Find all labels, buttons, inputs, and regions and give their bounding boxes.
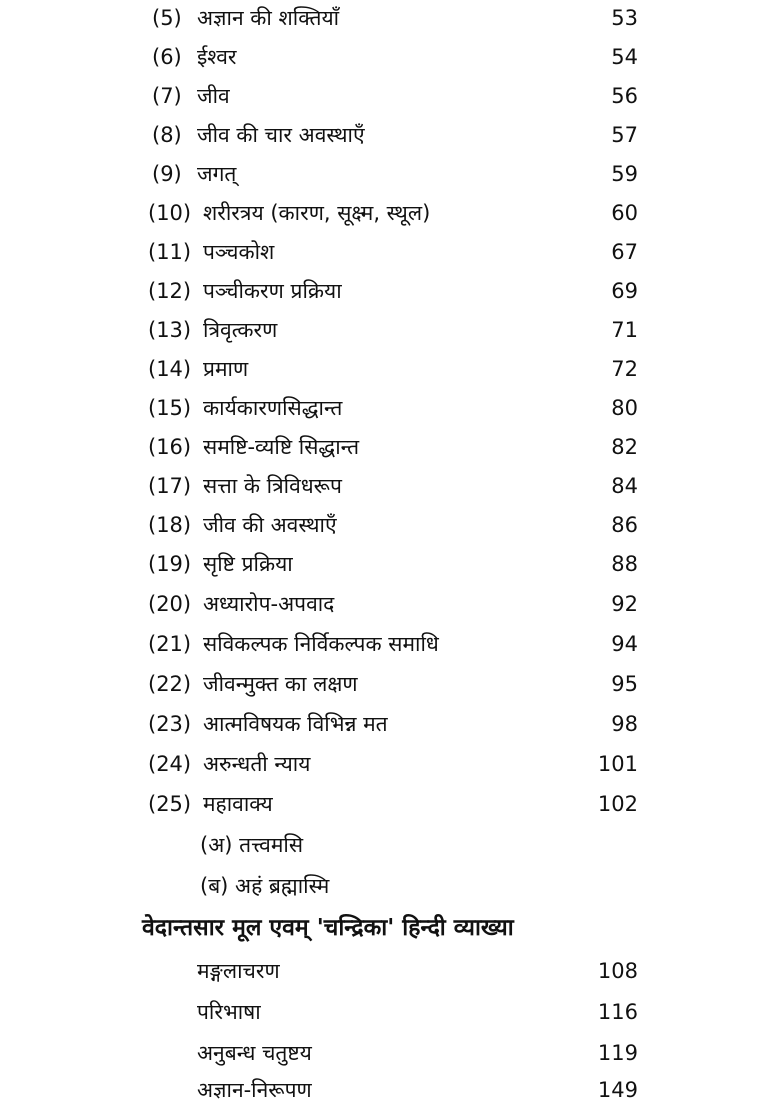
entry-title: सृष्टि प्रक्रिया bbox=[203, 552, 293, 576]
entry-title: जीव bbox=[197, 84, 230, 108]
entry-title: जीवन्मुक्त का लक्षण bbox=[203, 672, 358, 696]
entry-title: परिभाषा bbox=[197, 1000, 261, 1024]
entry-title: प्रमाण bbox=[203, 357, 249, 381]
entry-number: (17) bbox=[148, 474, 192, 498]
entry-number: (23) bbox=[148, 712, 192, 736]
entry-title: अज्ञान-निरूपण bbox=[197, 1078, 312, 1102]
entry-number: (24) bbox=[148, 752, 192, 776]
sub-entry-label: (अ) तत्त्वमसि bbox=[200, 833, 304, 857]
entry-number: (19) bbox=[148, 552, 192, 576]
entry-title: मङ्गलाचरण bbox=[197, 959, 280, 983]
toc-entry bbox=[0, 312, 780, 348]
entry-page: 53 bbox=[611, 6, 638, 30]
entry-page: 72 bbox=[611, 357, 638, 381]
entry-title: पञ्चीकरण प्रक्रिया bbox=[203, 279, 342, 303]
entry-number: (16) bbox=[148, 435, 192, 459]
entry-page: 84 bbox=[611, 474, 638, 498]
toc-entry bbox=[0, 666, 780, 702]
entry-title: पञ्चकोश bbox=[203, 240, 275, 264]
entry-page: 86 bbox=[611, 513, 638, 537]
entry-page: 94 bbox=[611, 632, 638, 656]
entry-title: सत्ता के त्रिविधरूप bbox=[203, 474, 342, 498]
entry-title: अरुन्धती न्याय bbox=[203, 752, 311, 776]
sub-entry-label: (ब) अहं ब्रह्मास्मि bbox=[200, 874, 330, 898]
toc-entry bbox=[0, 586, 780, 622]
entry-page: 60 bbox=[611, 201, 638, 225]
toc-section-entry bbox=[0, 1035, 780, 1071]
entry-page: 67 bbox=[611, 240, 638, 264]
entry-number: (15) bbox=[148, 396, 192, 420]
toc-entry bbox=[0, 234, 780, 270]
toc-section-entry bbox=[0, 1072, 780, 1108]
toc-entry bbox=[0, 746, 780, 782]
entry-page: 116 bbox=[597, 1000, 638, 1024]
entry-title: जीव की चार अवस्थाएँ bbox=[197, 123, 365, 147]
entry-title: अज्ञान की शक्तियाँ bbox=[197, 6, 340, 30]
entry-number: (20) bbox=[148, 592, 192, 616]
entry-title: महावाक्य bbox=[203, 792, 273, 816]
entry-title: आत्मविषयक विभिन्न मत bbox=[203, 712, 388, 736]
entry-page: 71 bbox=[611, 318, 638, 342]
entry-page: 119 bbox=[597, 1041, 638, 1065]
toc-entry bbox=[0, 390, 780, 426]
entry-number: (12) bbox=[148, 279, 192, 303]
entry-page: 82 bbox=[611, 435, 638, 459]
entry-number: (18) bbox=[148, 513, 192, 537]
entry-title: ईश्वर bbox=[197, 45, 237, 69]
toc-entry bbox=[0, 78, 780, 114]
entry-title: सविकल्पक निर्विकल्पक समाधि bbox=[203, 632, 439, 656]
entry-page: 92 bbox=[611, 592, 638, 616]
toc-section-entry bbox=[0, 994, 780, 1030]
entry-number: (6) bbox=[152, 45, 182, 69]
entry-number: (25) bbox=[148, 792, 192, 816]
entry-title: अध्यारोप-अपवाद bbox=[203, 592, 335, 616]
entry-page: 101 bbox=[597, 752, 638, 776]
entry-number: (9) bbox=[152, 162, 182, 186]
entry-title: कार्यकारणसिद्धान्त bbox=[203, 396, 343, 420]
entry-page: 69 bbox=[611, 279, 638, 303]
toc-entry bbox=[0, 786, 780, 822]
entry-page: 95 bbox=[611, 672, 638, 696]
toc-entry bbox=[0, 156, 780, 192]
entry-number: (21) bbox=[148, 632, 192, 656]
toc-sub-entry bbox=[0, 827, 780, 863]
entry-number: (22) bbox=[148, 672, 192, 696]
entry-page: 88 bbox=[611, 552, 638, 576]
entry-title: जगत् bbox=[197, 162, 237, 186]
section-heading: वेदान्तसार मूल एवम् 'चन्द्रिका' हिन्दी व्याख्या bbox=[142, 915, 514, 941]
toc-entry bbox=[0, 39, 780, 75]
entry-page: 54 bbox=[611, 45, 638, 69]
toc-entry bbox=[0, 351, 780, 387]
entry-title: समष्टि-व्यष्टि सिद्धान्त bbox=[203, 435, 360, 459]
entry-title: अनुबन्ध चतुष्टय bbox=[197, 1041, 312, 1065]
entry-page: 98 bbox=[611, 712, 638, 736]
toc-entry bbox=[0, 706, 780, 742]
toc-entry bbox=[0, 626, 780, 662]
toc-entry bbox=[0, 0, 780, 36]
entry-page: 108 bbox=[597, 959, 638, 983]
entry-title: जीव की अवस्थाएँ bbox=[203, 513, 337, 537]
toc-entry bbox=[0, 546, 780, 582]
entry-number: (14) bbox=[148, 357, 192, 381]
entry-page: 102 bbox=[597, 792, 638, 816]
toc-entry bbox=[0, 429, 780, 465]
toc-section-entry bbox=[0, 953, 780, 989]
toc-entry bbox=[0, 468, 780, 504]
entry-page: 59 bbox=[611, 162, 638, 186]
toc-entry bbox=[0, 507, 780, 543]
toc-entry bbox=[0, 273, 780, 309]
entry-number: (8) bbox=[152, 123, 182, 147]
entry-page: 56 bbox=[611, 84, 638, 108]
toc-entry bbox=[0, 195, 780, 231]
entry-number: (13) bbox=[148, 318, 192, 342]
toc-sub-entry bbox=[0, 868, 780, 904]
entry-page: 149 bbox=[597, 1078, 638, 1102]
entry-number: (5) bbox=[152, 6, 182, 30]
entry-title: त्रिवृत्करण bbox=[203, 318, 278, 342]
entry-page: 57 bbox=[611, 123, 638, 147]
toc-entry bbox=[0, 117, 780, 153]
entry-number: (10) bbox=[148, 201, 192, 225]
entry-page: 80 bbox=[611, 396, 638, 420]
entry-title: शरीरत्रय (कारण, सूक्ष्म, स्थूल) bbox=[203, 201, 431, 225]
entry-number: (7) bbox=[152, 84, 182, 108]
entry-number: (11) bbox=[148, 240, 192, 264]
